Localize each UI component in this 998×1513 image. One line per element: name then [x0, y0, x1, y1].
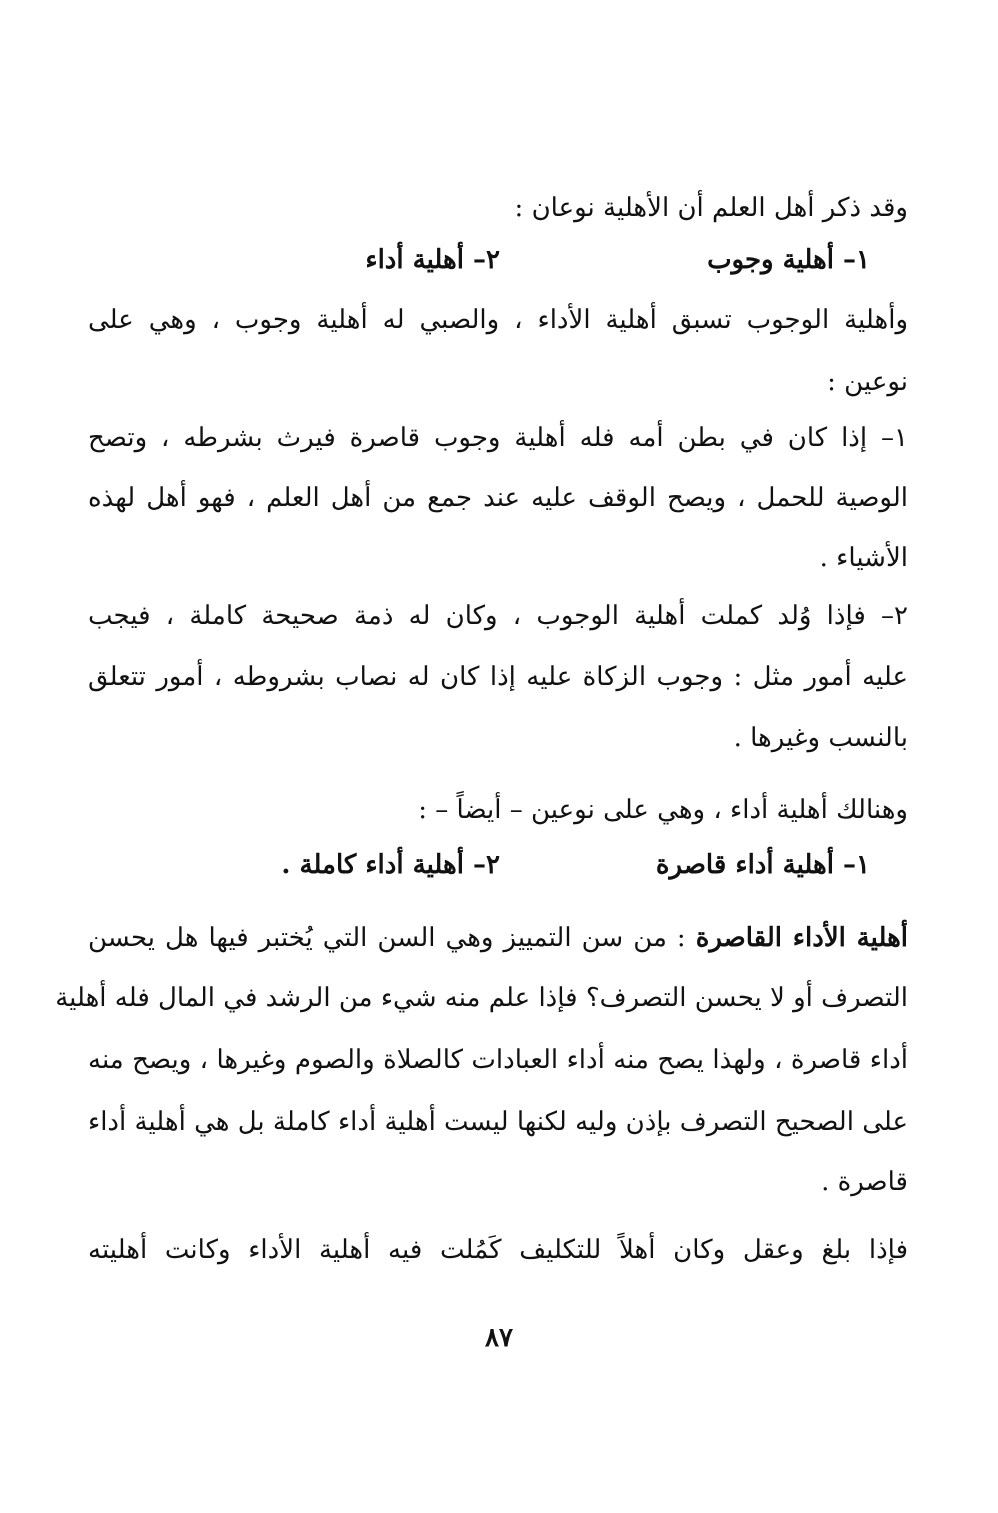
type-ada-kamila: ٢– أهلية أداء كاملة . [281, 850, 500, 880]
page-number: ٨٧ [485, 1323, 513, 1353]
final-line: فإذا بلغ وعقل وكان أهلاً للتكليف كَمُلت فيه أهلية الأداء وكانت أهليته [88, 1235, 908, 1265]
wujub-first-line-1: ١– إذا كان في بطن أمه فله أهلية وجوب قاصرة فيرث بشرطه ، وتصح [88, 423, 908, 453]
type-ada: ٢– أهلية أداء [365, 245, 500, 275]
qasira-line-5: قاصرة . [821, 1167, 908, 1197]
qasira-term: أهلية الأداء القاصرة [695, 923, 909, 953]
type-wujub: ١– أهلية وجوب [707, 245, 870, 275]
qasira-line-1-text: : من سن التمييز وهي السن التي يُختبر فيها هل يحسن [88, 923, 686, 953]
wujub-second-line-1: ٢– فإذا وُلد كملت أهلية الوجوب ، وكان له ذمة صحيحة كاملة ، فيجب [88, 601, 908, 631]
type-ada-qasira: ١– أهلية أداء قاصرة [655, 850, 870, 880]
wujub-first-line-2: الوصية للحمل ، ويصح الوقف عليه عند جمع من أهل العلم ، فهو أهل لهذه [88, 483, 908, 513]
qasira-line-3: أداء قاصرة ، ولهذا يصح منه أداء العبادات كالصلاة والصوم وغيرها ، ويصح منه [88, 1045, 908, 1075]
ahliya-types [220, 240, 870, 280]
wujub-second-line-2: عليه أمور مثل : وجوب الزكاة عليه إذا كان له نصاب بشروطه ، أمور تتعلق [88, 662, 908, 692]
qasira-line-2: التصرف أو لا يحسن التصرف؟ فإذا علم منه شيء من الرشد في المال فله أهلية [55, 983, 908, 1013]
wujub-second-line-3: بالنسب وغيرها . [733, 723, 908, 753]
wujub-paragraph-line-2: نوعين : [827, 367, 908, 397]
intro-line: وقد ذكر أهل العلم أن الأهلية نوعان : [514, 193, 908, 223]
wujub-first-line-3: الأشياء . [819, 543, 908, 573]
qasira-line-1 [88, 918, 908, 958]
ada-intro-line: وهنالك أهلية أداء ، وهي على نوعين – أيضاً – : [418, 795, 908, 825]
wujub-paragraph-line-1: وأهلية الوجوب تسبق أهلية الأداء ، والصبي له أهلية وجوب ، وهي على [88, 305, 908, 335]
qasira-line-4: على الصحيح التصرف بإذن وليه لكنها ليست أهلية أداء كاملة بل هي أهلية أداء [87, 1107, 908, 1137]
ada-types [220, 845, 870, 885]
